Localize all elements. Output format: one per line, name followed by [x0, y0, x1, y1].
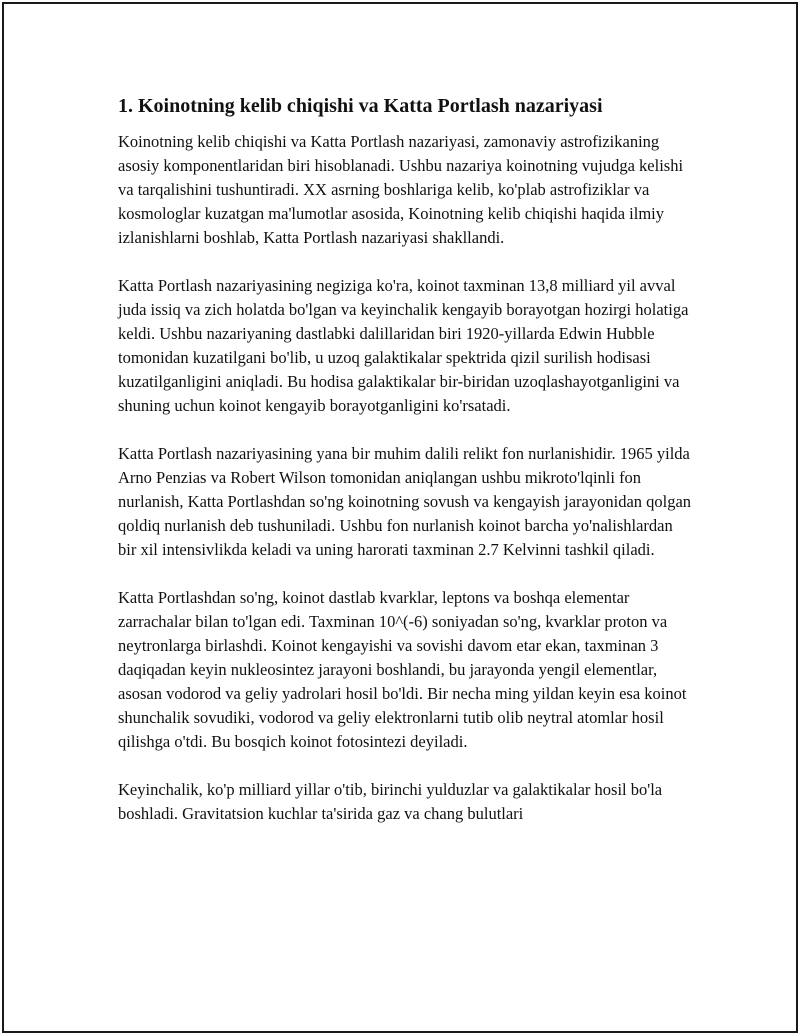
paragraph-1: Koinotning kelib chiqishi va Katta Portlash nazariyasi, zamonaviy astrofizikaning asosiy komponentlaridan biri hisoblanadi. Ushbu nazariya koinotning vujudga kelishi va tarqalishini tushuntiradi. XX asrning boshlariga kelib, ko'plab astrofiziklar va kosmologlar kuzatgan ma'lumotlar asosida, Koinotning kelib chiqishi haqida ilmiy izlanishlarni boshlab, Katta Portlash nazariyasi shakllandi.: [118, 132, 684, 247]
section-heading: 1. Koinotning kelib chiqishi va Katta Portlash nazariyasi: [118, 95, 603, 117]
paragraph-3: Katta Portlash nazariyasining yana bir muhim dalili relikt fon nurlanishidir. 1965 yilda Arno Penzias va Robert Wilson tomonidan aniqlangan ushbu mikroto'lqinli fon nurlanish, Katta Portlashdan so'ng koinotning sovush va kengayish jarayonidan qolgan qoldiq nurlanish deb tushuniladi. Ushbu fon nurlanish koinot barcha yo'nalishlardan bir xil intensivlikda keladi va uning harorati taxminan 2.7 Kelvinni tashkil qiladi.: [118, 444, 692, 559]
document-body: [118, 92, 693, 850]
paragraph-2: Katta Portlash nazariyasining negiziga ko'ra, koinot taxminan 13,8 milliard yil avval juda issiq va zich holatda bo'lgan va keyinchalik kengayib borayotgan hozirgi holatiga keldi. Ushbu nazariyaning dastlabki dalillaridan biri 1920-yillarda Edwin Hubble tomonidan kuzatilgani bo'lib, u uzoq galaktikalar spektrida qizil surilish hodisasi kuzatilganligini aniqladi. Bu hodisa galaktikalar bir-biridan uzoqlashayotganligini va shuning uchun koinot kengayib borayotganligini ko'rsatadi.: [118, 276, 689, 415]
paragraph-4: Katta Portlashdan so'ng, koinot dastlab kvarklar, leptons va boshqa elementar zarrachalar bilan to'lgan edi. Taxminan 10^(-6) soniyadan so'ng, kvarklar proton va neytronlarga birlashdi. Koinot kengayishi va sovishi davom etar ekan, taxminan 3 daqiqadan keyin nukleosintez jarayoni boshlandi, bu jarayonda yengil elementlar, asosan vodorod va geliy yadrolari hosil bo'ldi. Bir necha ming yildan keyin esa koinot shunchalik sovudiki, vodorod va geliy elektronlarni tutib olib neytral atomlar hosil qilishga o'tdi. Bu bosqich koinot fotosintezi deyiladi.: [118, 588, 687, 751]
paragraph-5: Keyinchalik, ko'p milliard yillar o'tib, birinchi yulduzlar va galaktikalar hosil bo'la boshladi. Gravitatsion kuchlar ta'sirida gaz va chang bulutlari: [118, 780, 663, 823]
